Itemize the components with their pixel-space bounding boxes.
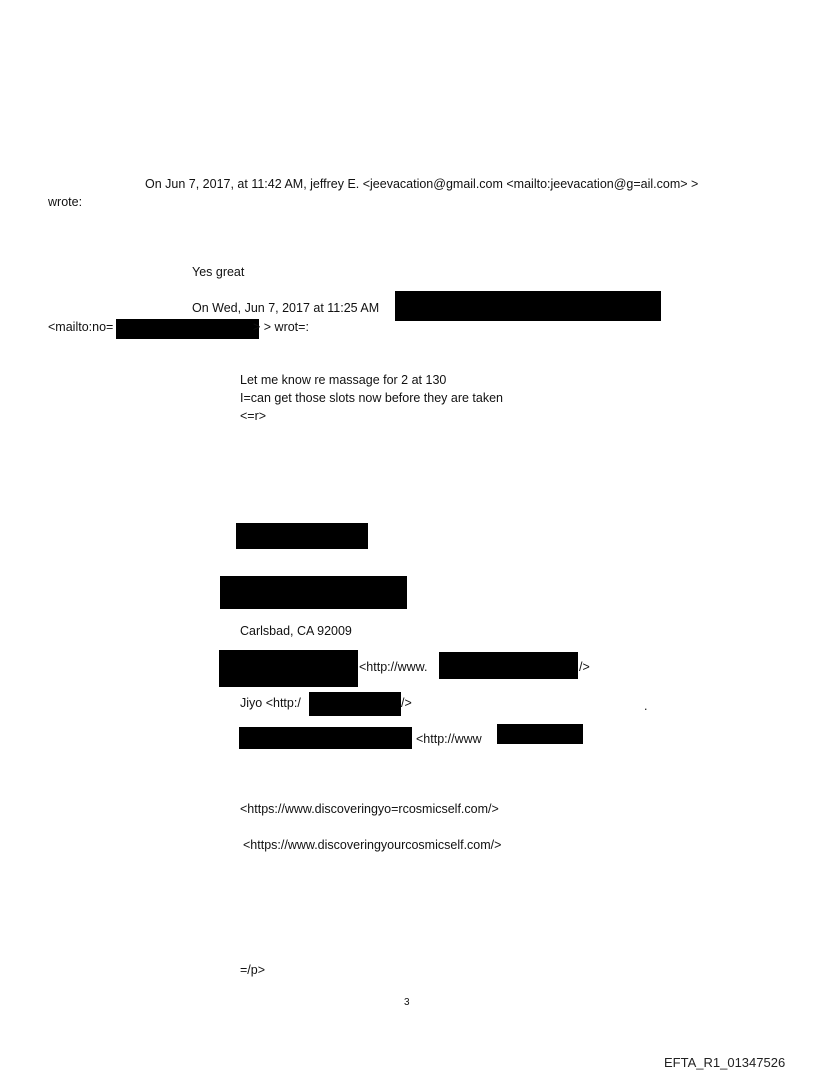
- closing-tag: =/p>: [240, 963, 266, 977]
- signature-jiyo-suffix: />: [401, 696, 412, 710]
- quoted-mailto-prefix: <mailto:no=: [48, 320, 114, 334]
- quoted-mailto-suffix: > > wrot=:: [253, 320, 309, 334]
- redaction-box: [497, 724, 583, 744]
- email-header-line: On Jun 7, 2017, at 11:42 AM, jeffrey E. <jeevacation@gmail.com <mailto:jeevacation@g=ail.com> >: [145, 177, 699, 191]
- signature-url: <https://www.discoveringyo=rcosmicself.com/>: [240, 802, 499, 816]
- signature-jiyo-prefix: Jiyo <http:/: [240, 696, 301, 710]
- signature-address: Carlsbad, CA 92009: [240, 624, 352, 638]
- redaction-box: [116, 319, 259, 339]
- signature-link-prefix: <http://www.: [359, 660, 428, 674]
- quoted-header: On Wed, Jun 7, 2017 at 11:25 AM: [192, 301, 380, 315]
- redaction-box: [236, 523, 368, 549]
- bates-number: EFTA_R1_01347526: [664, 1055, 786, 1070]
- page-number: 3: [404, 997, 410, 1008]
- signature-url: <https://www.discoveringyourcosmicself.com/>: [243, 838, 502, 852]
- signature-link-prefix: <http://www: [416, 732, 482, 746]
- redaction-box: [395, 291, 661, 321]
- redaction-box: [239, 727, 412, 749]
- redaction-box: [219, 650, 358, 687]
- message-line: I=can get those slots now before they are taken: [240, 391, 504, 405]
- email-header-wrote: wrote:: [48, 195, 83, 209]
- signature-link-suffix: />: [579, 660, 590, 674]
- redaction-box: [439, 652, 578, 679]
- message-line: Let me know re massage for 2 at 130: [240, 373, 447, 387]
- signature-dot: .: [644, 699, 648, 713]
- redaction-box: [309, 692, 401, 716]
- redaction-box: [220, 576, 407, 609]
- message-line: <=r>: [240, 409, 267, 423]
- reply-body: Yes great: [192, 265, 245, 279]
